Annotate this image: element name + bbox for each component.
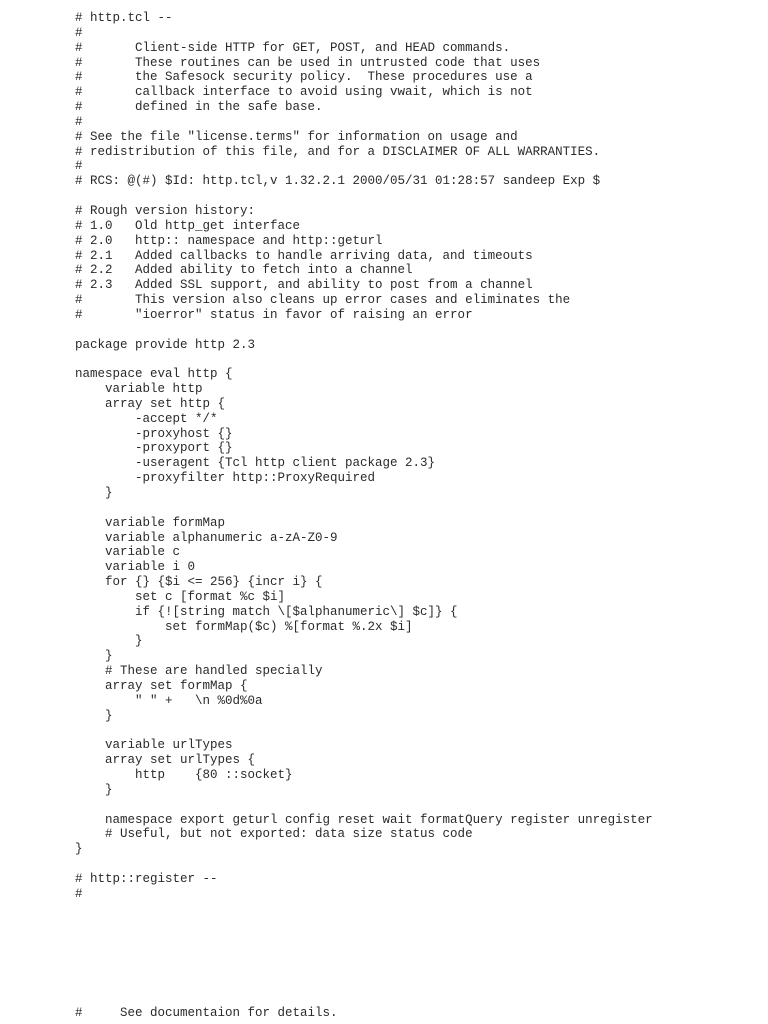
code-line: variable http — [75, 382, 203, 397]
code-line: # — [75, 159, 83, 174]
source-code-comment-line: # See documentaion for details. — [75, 1006, 338, 1020]
code-line: array set urlTypes { — [75, 753, 256, 768]
code-line: # 2.1 Added callbacks to handle arriving data, and timeouts — [75, 248, 533, 263]
code-line: if {![string match \[$alphanumeric\] $c]} { — [75, 604, 458, 619]
code-line: # http::register -- — [75, 871, 218, 886]
code-line: # These are handled specially — [75, 664, 323, 679]
code-line: variable alphanumeric a-zA-Z0-9 — [75, 530, 338, 545]
code-line: -proxyfilter http::ProxyRequired — [75, 471, 376, 486]
code-line: # redistribution of this file, and for a DISCLAIMER OF ALL WARRANTIES. — [75, 144, 601, 159]
code-line: http {80 ::socket} — [75, 768, 293, 783]
code-line: # Useful, but not exported: data size status code — [75, 827, 473, 842]
code-line: set c [format %c $i] — [75, 589, 286, 604]
code-line: # the Safesock security policy. These procedures use a — [75, 70, 533, 85]
code-line: # 2.2 Added ability to fetch into a channel — [75, 263, 413, 278]
code-line: namespace export geturl config reset wait formatQuery register unregister — [75, 812, 653, 827]
code-line: -accept */* — [75, 411, 218, 426]
code-line: for {} {$i <= 256} {incr i} { — [75, 575, 323, 590]
code-line: # — [75, 25, 83, 40]
code-line: # callback interface to avoid using vwait, which is not — [75, 85, 533, 100]
code-line: # 1.0 Old http_get interface — [75, 218, 301, 233]
code-line: variable formMap — [75, 515, 226, 530]
code-line: # "ioerror" status in favor of raising an error — [75, 307, 473, 322]
code-line: } — [75, 708, 113, 723]
code-line: namespace eval http { — [75, 367, 233, 382]
code-line: } — [75, 634, 143, 649]
code-line: # RCS: @(#) $Id: http.tcl,v 1.32.2.1 2000/05/31 01:28:57 sandeep Exp $ — [75, 174, 601, 189]
code-line: array set http { — [75, 396, 226, 411]
code-line: package provide http 2.3 — [75, 337, 256, 352]
code-line: -useragent {Tcl http client package 2.3} — [75, 456, 436, 471]
code-line: # 2.3 Added SSL support, and ability to post from a channel — [75, 278, 533, 293]
code-line: # This version also cleans up error cases and eliminates the — [75, 293, 571, 308]
code-line: " " + \n %0d%0a — [75, 693, 263, 708]
code-line: set formMap($c) %[format %.2x $i] — [75, 619, 413, 634]
code-line: -proxyhost {} — [75, 426, 233, 441]
code-line: array set formMap { — [75, 678, 248, 693]
code-line: # http.tcl -- — [75, 11, 173, 25]
code-line: variable i 0 — [75, 560, 196, 575]
code-line: # These routines can be used in untrusted code that uses — [75, 55, 541, 70]
code-line: # Rough version history: — [75, 203, 256, 218]
code-line: variable c — [75, 545, 181, 560]
code-line: } — [75, 486, 113, 500]
code-line: } — [75, 782, 113, 797]
code-line: # — [75, 886, 83, 901]
code-line: # — [75, 114, 83, 129]
code-line: variable urlTypes — [75, 738, 233, 753]
code-line: } — [75, 842, 83, 857]
code-line: # See the file "license.terms" for information on usage and — [75, 129, 518, 144]
code-line: -proxyport {} — [75, 441, 233, 456]
code-line: # defined in the safe base. — [75, 100, 323, 115]
code-line: # 2.0 http:: namespace and http::geturl — [75, 233, 383, 248]
source-code-listing — [75, 11, 653, 902]
code-line: # Client-side HTTP for GET, POST, and HEAD commands. — [75, 40, 511, 55]
code-line: } — [75, 649, 113, 664]
